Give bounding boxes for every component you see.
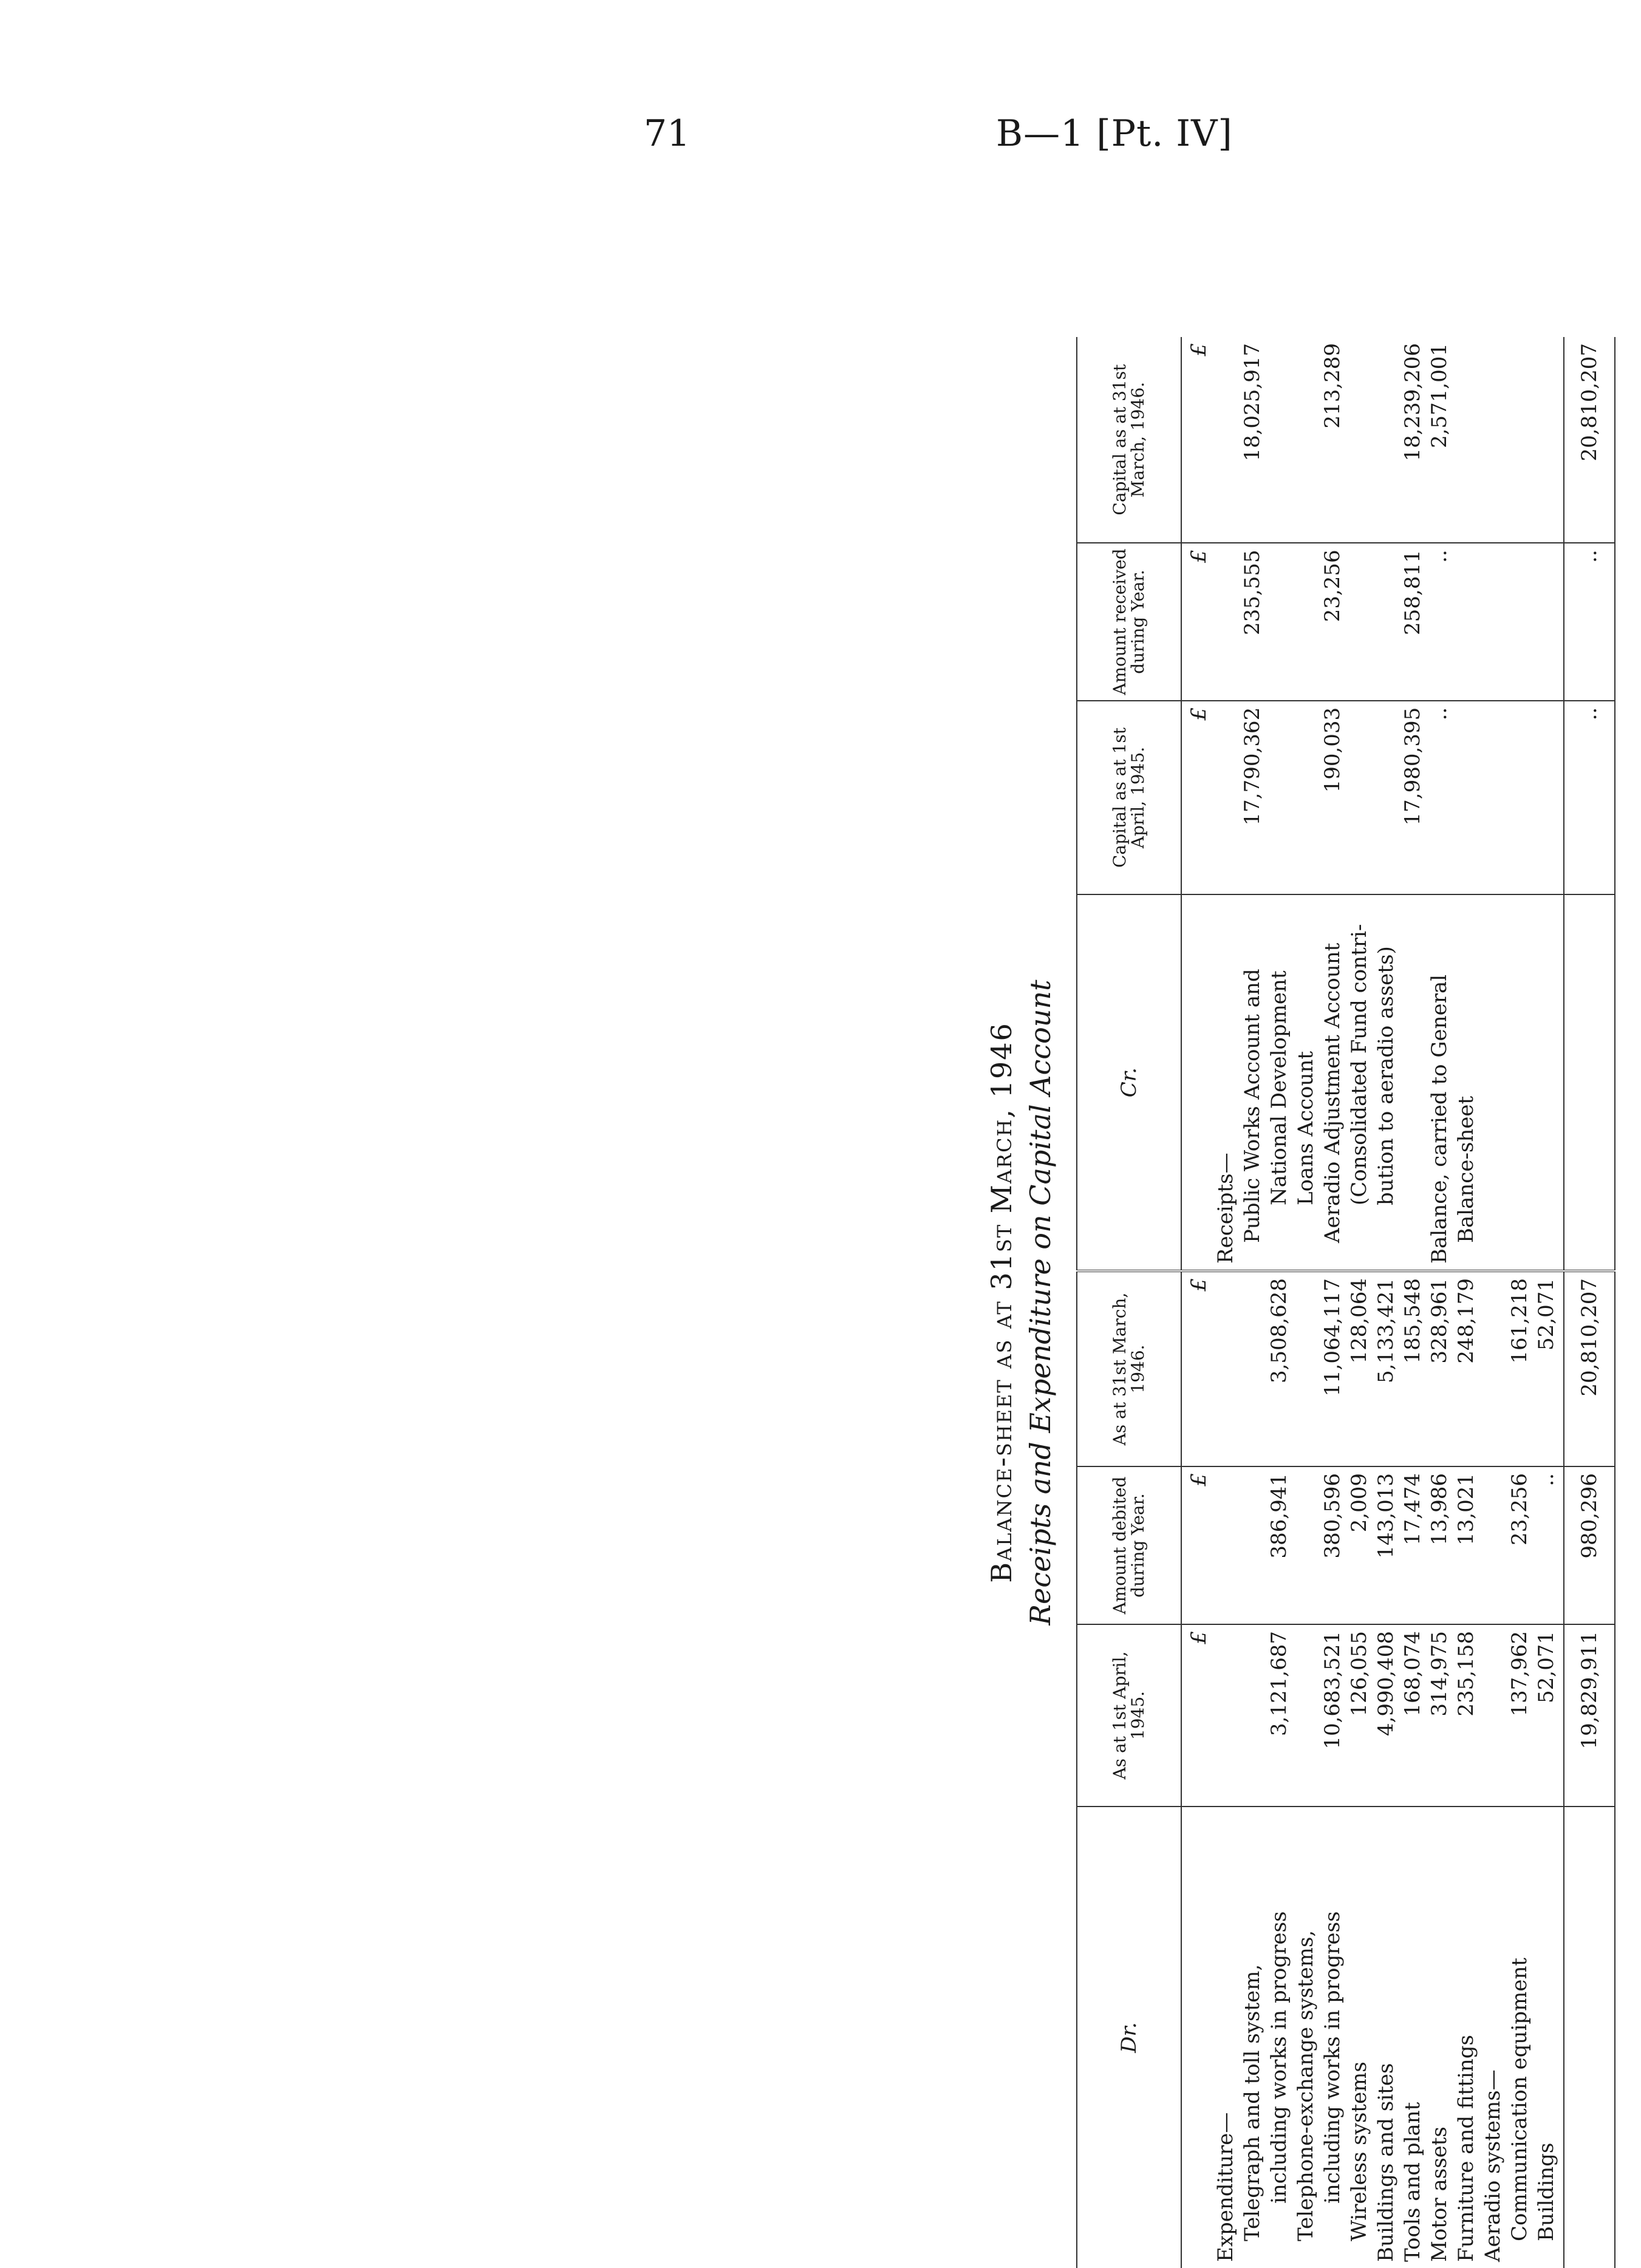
dr-row-1-l1: Telephone-exchange systems, — [1294, 1930, 1318, 2241]
dr-aeradio-0-a: 137,962 — [1507, 1631, 1532, 1717]
cr-row-1-c: 213,289 — [1320, 343, 1345, 429]
dr-row-0-a: 3,121,687 — [1267, 1631, 1291, 1737]
dr-row-0-l2: including works in progress — [1267, 1911, 1291, 2204]
currency-symbol: £ — [1187, 343, 1211, 356]
dr-row-5-a: 314,975 — [1427, 1631, 1452, 1717]
dr-heading: Dr. — [1077, 1807, 1181, 2268]
sheet-title: Balance-sheet as at 31st March, 1946 — [985, 1022, 1018, 1583]
dr-opening-values — [1181, 1624, 1564, 1807]
dr-totals-label — [1564, 1807, 1615, 2268]
cr-total-b: .. — [1564, 543, 1615, 700]
dr-row-6-l1: Furniture and fittings — [1454, 2035, 1478, 2262]
cr-opening-values — [1181, 701, 1564, 894]
cr-row-0-l3: Loans Account — [1294, 1051, 1318, 1205]
credit-totals-row — [1564, 337, 1615, 1271]
dr-row-1-a: 10,683,521 — [1320, 1631, 1345, 1749]
cr-row-0-l1: Public Works Account and — [1240, 969, 1264, 1243]
credit-header-row — [1077, 337, 1181, 1271]
dr-total-b: 980,296 — [1564, 1466, 1615, 1624]
dr-col-opening: As at 1st April, 1945. — [1077, 1624, 1181, 1807]
dr-row-0-c: 3,508,628 — [1267, 1278, 1291, 1384]
debit-body — [1181, 1272, 1564, 2268]
dr-row-2-a: 126,055 — [1347, 1631, 1371, 1717]
dr-debited-values — [1181, 1466, 1564, 1624]
dr-row-2-b: 2,009 — [1347, 1473, 1371, 1533]
cr-row-0-c: 18,025,917 — [1240, 343, 1264, 461]
page-number: 71 — [644, 112, 691, 155]
dr-row-4-c: 185,548 — [1400, 1278, 1425, 1364]
dr-expenditure-heading: Expenditure— — [1213, 2112, 1238, 2262]
cr-col-received: Amount received during Year. — [1077, 543, 1181, 700]
cr-balance-c2: 2,571,001 — [1427, 343, 1452, 449]
dr-row-6-b: 13,021 — [1454, 1473, 1478, 1545]
dr-total-c: 20,810,207 — [1564, 1272, 1615, 1466]
dr-row-0-b: 386,941 — [1267, 1473, 1291, 1559]
part-reference: B—1 [Pt. IV] — [996, 112, 1233, 155]
rotated-balance-sheet — [985, 337, 1641, 2268]
dr-row-4-l1: Tools and plant — [1400, 2102, 1425, 2262]
dr-row-3-l1: Buildings and sites — [1374, 2063, 1398, 2262]
dr-row-3-a: 4,990,408 — [1374, 1631, 1398, 1737]
cr-receipts-heading: Receipts— — [1213, 1153, 1238, 1264]
cr-row-0-b: 235,555 — [1240, 550, 1264, 635]
dr-aeradio-1-b: .. — [1534, 1473, 1558, 1486]
cr-balance-b2: .. — [1427, 550, 1452, 563]
dr-aeradio-1-a: 52,071 — [1534, 1631, 1558, 1703]
currency-symbol: £ — [1187, 550, 1211, 563]
dr-row-3-b: 143,013 — [1374, 1473, 1398, 1559]
cr-total-a: .. — [1564, 701, 1615, 894]
cr-row-1-b: 23,256 — [1320, 550, 1345, 622]
dr-row-1-l2: including works in progress — [1320, 1911, 1345, 2204]
credit-table — [1076, 337, 1615, 1272]
dr-row-4-a: 168,074 — [1400, 1631, 1425, 1717]
dr-row-5-l1: Motor assets — [1427, 2127, 1452, 2262]
cr-balance-a: 17,980,395 — [1400, 707, 1425, 826]
cr-balance-a2: .. — [1427, 707, 1452, 721]
cr-totals-label — [1564, 894, 1615, 1271]
dr-total-a: 19,829,911 — [1564, 1624, 1615, 1807]
debit-totals-row — [1564, 1272, 1615, 2268]
dr-descriptions — [1181, 1807, 1564, 2268]
dr-row-6-c: 248,179 — [1454, 1278, 1478, 1364]
cr-row-0-a: 17,790,362 — [1240, 707, 1264, 826]
cr-descriptions — [1181, 894, 1564, 1271]
debit-header-row — [1077, 1272, 1181, 2268]
dr-row-2-l1: Wireless systems — [1347, 2062, 1371, 2241]
dr-aeradio-1-l1: Buildings — [1534, 2142, 1558, 2241]
accounts-tables — [1076, 337, 1641, 2268]
cr-col-closing: Capital as at 31st March, 1946. — [1077, 337, 1181, 543]
dr-row-0-l1: Telegraph and toll system, — [1240, 1964, 1264, 2241]
cr-row-0-l2: National Development — [1267, 970, 1291, 1205]
cr-row-1-a: 190,033 — [1320, 707, 1345, 793]
cr-row-1-l2: (Consolidated Fund contri- — [1347, 924, 1371, 1205]
dr-row-3-c: 5,133,421 — [1374, 1278, 1398, 1384]
cr-balance-c: 18,239,206 — [1400, 343, 1425, 461]
dr-row-1-c: 11,064,117 — [1320, 1278, 1345, 1397]
cr-row-1-l3: bution to aeradio assets) — [1374, 946, 1398, 1205]
dr-row-2-c: 128,064 — [1347, 1278, 1371, 1364]
dr-row-5-c: 328,961 — [1427, 1278, 1452, 1364]
dr-closing-values — [1181, 1272, 1564, 1466]
currency-symbol: £ — [1187, 707, 1211, 721]
dr-aeradio-0-c: 161,218 — [1507, 1278, 1532, 1364]
cr-balance-l1: Balance, carried to General — [1427, 974, 1452, 1264]
dr-row-5-b: 13,986 — [1427, 1473, 1452, 1545]
dr-col-debited: Amount debited during Year. — [1077, 1466, 1181, 1624]
cr-balance-b: 258,811 — [1400, 550, 1425, 635]
dr-aeradio-0-l1: Communication equipment — [1507, 1957, 1532, 2241]
cr-heading: Cr. — [1077, 894, 1181, 1271]
dr-row-4-b: 17,474 — [1400, 1473, 1425, 1545]
sheet-subtitle: Receipts and Expenditure on Capital Account — [1024, 979, 1057, 1626]
dr-aeradio-0-b: 23,256 — [1507, 1473, 1532, 1545]
dr-aeradio-heading: Aeradio systems— — [1481, 2069, 1505, 2262]
cr-closing-values — [1181, 337, 1564, 543]
currency-symbol: £ — [1187, 1631, 1211, 1644]
cr-total-c: 20,810,207 — [1564, 337, 1615, 543]
currency-symbol: £ — [1187, 1278, 1211, 1292]
cr-col-opening: Capital as at 1st April, 1945. — [1077, 701, 1181, 894]
debit-table — [1076, 1272, 1615, 2268]
cr-received-values — [1181, 543, 1564, 700]
credit-body — [1181, 337, 1564, 1271]
dr-col-closing: As at 31st March, 1946. — [1077, 1272, 1181, 1466]
cr-row-1-l1: Aeradio Adjustment Account — [1320, 942, 1345, 1243]
dr-row-1-b: 380,596 — [1320, 1473, 1345, 1559]
cr-balance-l2: Balance-sheet — [1454, 1095, 1478, 1243]
dr-aeradio-1-c: 52,071 — [1534, 1278, 1558, 1350]
dr-row-6-a: 235,158 — [1454, 1631, 1478, 1717]
currency-symbol: £ — [1187, 1473, 1211, 1486]
